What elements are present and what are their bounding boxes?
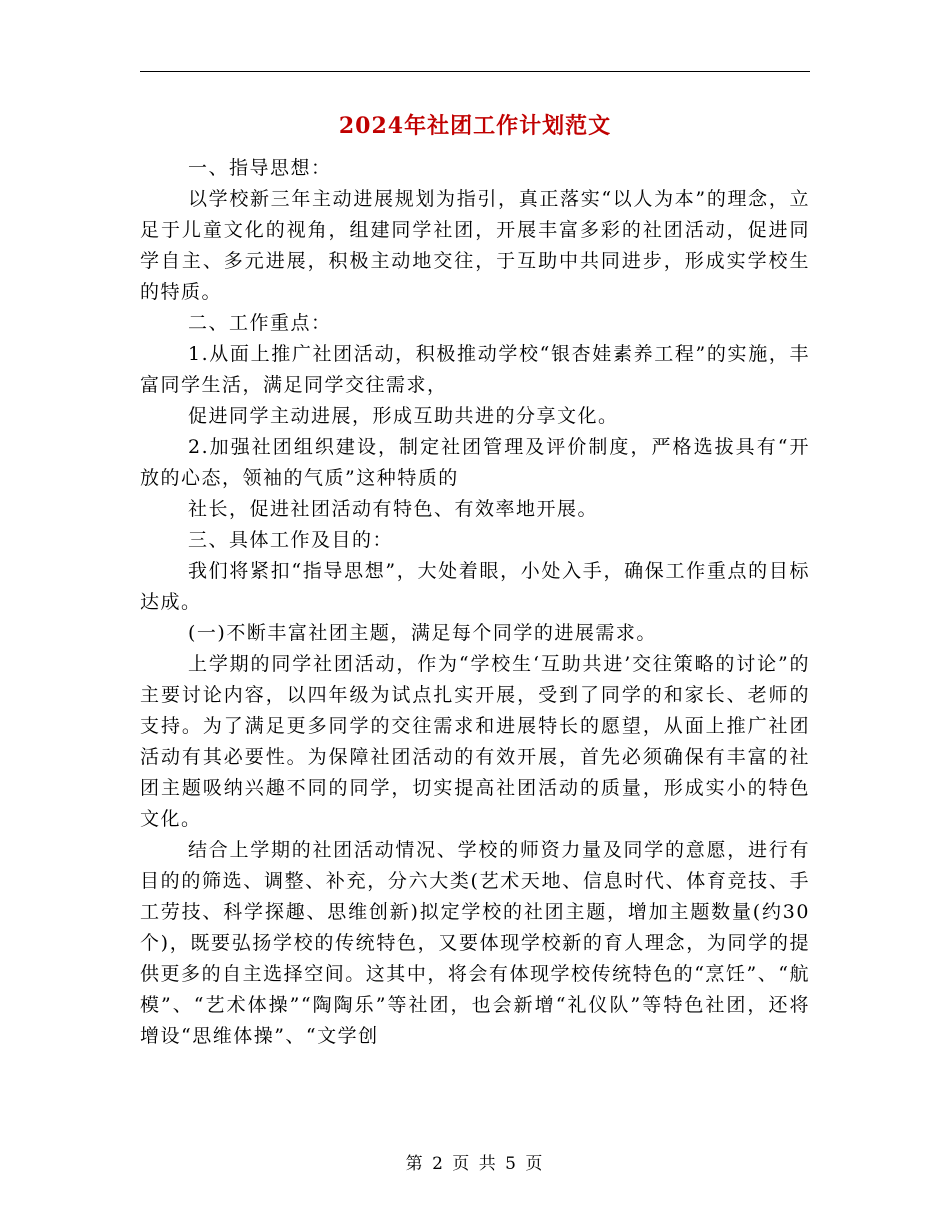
paragraph: 社长，促进社团活动有特色、有效率地开展。 [188,498,599,520]
page-footer: 第 2 页 共 5 页 [405,1154,545,1174]
paragraph: 2.加强社团组织建设，制定社团管理及评价制度，严格选拔具有“开放的心态，领袖的气质”这种特质的 [140,436,810,489]
document-title: 2024年社团工作计划范文 [338,113,612,139]
paragraph: 以学校新三年主动进展规划为指引，真正落实“以人为本”的理念，立足于儿童文化的视角，组建同学社团，开展丰富多彩的社团活动，促进同学自主、多元进展，积极主动地交往，于互助中共同进步，形成实学校生的特质。 [140,188,810,303]
paragraph: 三、具体工作及目的： [188,529,394,551]
paragraph: 结合上学期的社团活动情况、学校的师资力量及同学的意愿，进行有目的的筛选、调整、补充，分六大类(艺术天地、信息时代、体育竞技、手工劳技、科学探趣、思维创新)拟定学校的社团主题，增加主题数量(约30个)，既要弘扬学校的传统特色，又要体现学校新的育人理念，为同学的提供更多的自主选择空间。这其中，将会有体现学校传统特色的“烹饪”、“航模”、“艺术体操”“陶陶乐”等社团，也会新增“礼仪队”等特色社团，还将增设“思维体操”、“文学创 [140,839,810,1047]
paragraph: 一、指导思想： [188,157,332,179]
document-body [140,153,810,1052]
paragraph: 二、工作重点： [188,312,332,334]
paragraph: 我们将紧扣“指导思想”，大处着眼，小处入手，确保工作重点的目标达成。 [140,560,810,613]
paragraph: (一)不断丰富社团主题，满足每个同学的进展需求。 [188,622,657,644]
paragraph: 1.从面上推广社团活动，积极推动学校“银杏娃素养工程”的实施，丰富同学生活，满足同学交往需求， [140,343,810,396]
paragraph: 上学期的同学社团活动，作为“学校生‘互助共进’交往策略的讨论”的主要讨论内容，以四年级为试点扎实开展，受到了同学的和家长、老师的支持。为了满足更多同学的交往需求和进展特长的愿望，从面上推广社团活动有其必要性。为保障社团活动的有效开展，首先必须确保有丰富的社团主题吸纳兴趣不同的同学，切实提高社团活动的质量，形成实小的特色文化。 [140,653,810,830]
header-rule [140,71,810,72]
paragraph: 促进同学主动进展，形成互助共进的分享文化。 [188,405,619,427]
